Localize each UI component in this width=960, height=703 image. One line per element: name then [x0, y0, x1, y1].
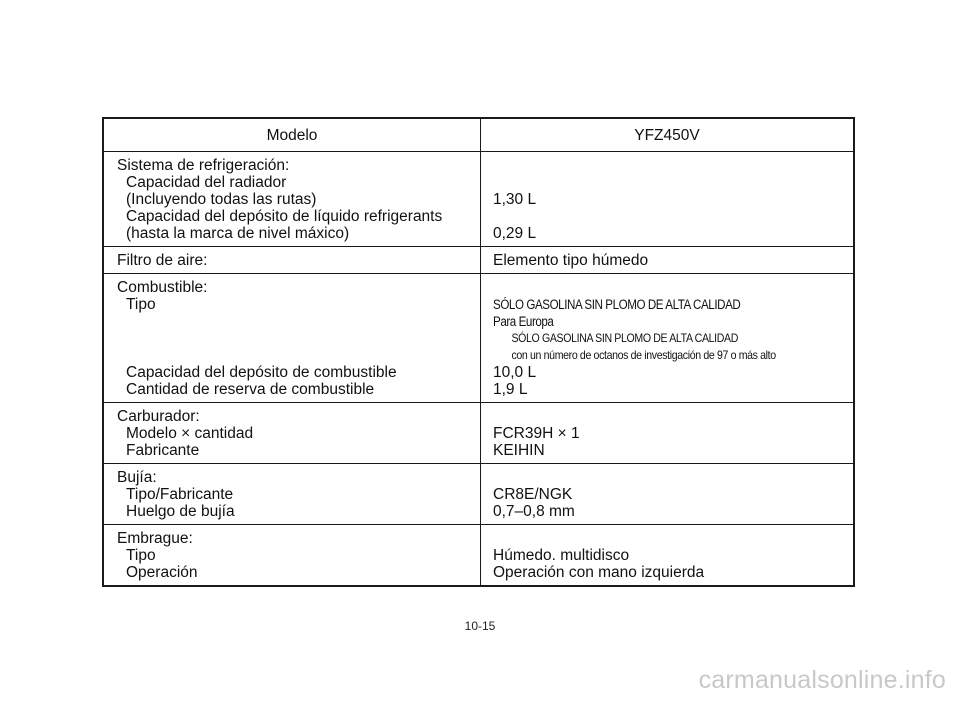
fuel-labels	[104, 274, 481, 402]
page-number: 10-15	[464, 619, 496, 633]
clutch-type-value: Húmedo. multidisco	[493, 547, 630, 564]
fuel-type-value: SÓLO GASOLINA SIN PLOMO DE ALTA CALIDAD	[493, 297, 741, 312]
fuel-values	[481, 274, 853, 402]
carburetor-values	[481, 403, 853, 463]
header-model-value-cell	[481, 119, 853, 151]
watermark: carmanualsonline.info	[698, 666, 946, 694]
carburetor-labels	[104, 403, 481, 463]
header-model-value: YFZ450V	[634, 127, 700, 144]
spec-table	[102, 117, 855, 587]
spark-plug-values	[481, 464, 853, 524]
carburetor-model-label: Modelo × cantidad	[126, 425, 254, 442]
clutch-type-label: Tipo	[126, 547, 156, 564]
table-row-air-filter	[104, 246, 853, 273]
clutch-labels	[104, 525, 481, 585]
spark-plug-labels	[104, 464, 481, 524]
spark-plug-type-label: Tipo/Fabricante	[126, 486, 234, 503]
air-filter-value: Elemento tipo húmedo	[493, 252, 649, 269]
table-header-row	[104, 119, 853, 151]
table-row-cooling	[104, 151, 853, 246]
radiator-capacity-label: Capacidad del radiador	[126, 174, 287, 191]
fuel-title: Combustible:	[117, 279, 208, 296]
table-row-fuel	[104, 273, 853, 402]
header-model-label: Modelo	[266, 127, 318, 144]
spark-plug-gap-value: 0,7–0,8 mm	[493, 503, 575, 520]
fuel-type-label: Tipo	[126, 296, 156, 313]
spark-plug-type-value: CR8E/NGK	[493, 486, 573, 503]
carburetor-title: Carburador:	[117, 408, 200, 425]
spark-plug-title: Bujía:	[117, 469, 157, 486]
incl-routes-label: (Incluyendo todas las rutas)	[126, 191, 317, 208]
reservoir-capacity-label: Capacidad del depósito de líquido refrigerants	[126, 208, 443, 225]
clutch-values	[481, 525, 853, 585]
to-mark-label: (hasta la marca de nivel máxico)	[126, 225, 350, 242]
table-row-spark-plug	[104, 463, 853, 524]
table-row-clutch	[104, 524, 853, 585]
air-filter-labels	[104, 247, 481, 273]
fuel-tank-label: Capacidad del depósito de combustible	[126, 364, 397, 381]
fuel-reserve-value: 1,9 L	[493, 381, 528, 398]
fuel-reserve-label: Cantidad de reserva de combustible	[126, 381, 375, 398]
carburetor-maker-value: KEIHIN	[493, 442, 545, 459]
fuel-europe-value: SÓLO GASOLINA SIN PLOMO DE ALTA CALIDAD	[511, 331, 738, 345]
table-row-carburetor	[104, 402, 853, 463]
fuel-europe-label: Para Europa	[493, 314, 554, 329]
air-filter-values	[481, 247, 853, 273]
fuel-tank-value: 10,0 L	[493, 364, 537, 381]
air-filter-label: Filtro de aire:	[117, 252, 208, 269]
clutch-op-value: Operación con mano izquierda	[493, 564, 705, 581]
radiator-value: 1,30 L	[493, 191, 537, 208]
carburetor-maker-label: Fabricante	[126, 442, 200, 459]
spark-plug-gap-label: Huelgo de bujía	[126, 503, 235, 520]
clutch-title: Embrague:	[117, 530, 193, 547]
fuel-octane-note: con un número de octanos de investigación de 97 o más alto	[511, 348, 776, 362]
reservoir-value: 0,29 L	[493, 225, 537, 242]
cooling-title: Sistema de refrigeración:	[117, 157, 290, 174]
carburetor-model-value: FCR39H × 1	[493, 425, 580, 442]
cooling-values	[481, 152, 853, 246]
cooling-labels	[104, 152, 481, 246]
header-model-cell	[104, 119, 481, 151]
clutch-op-label: Operación	[126, 564, 198, 581]
